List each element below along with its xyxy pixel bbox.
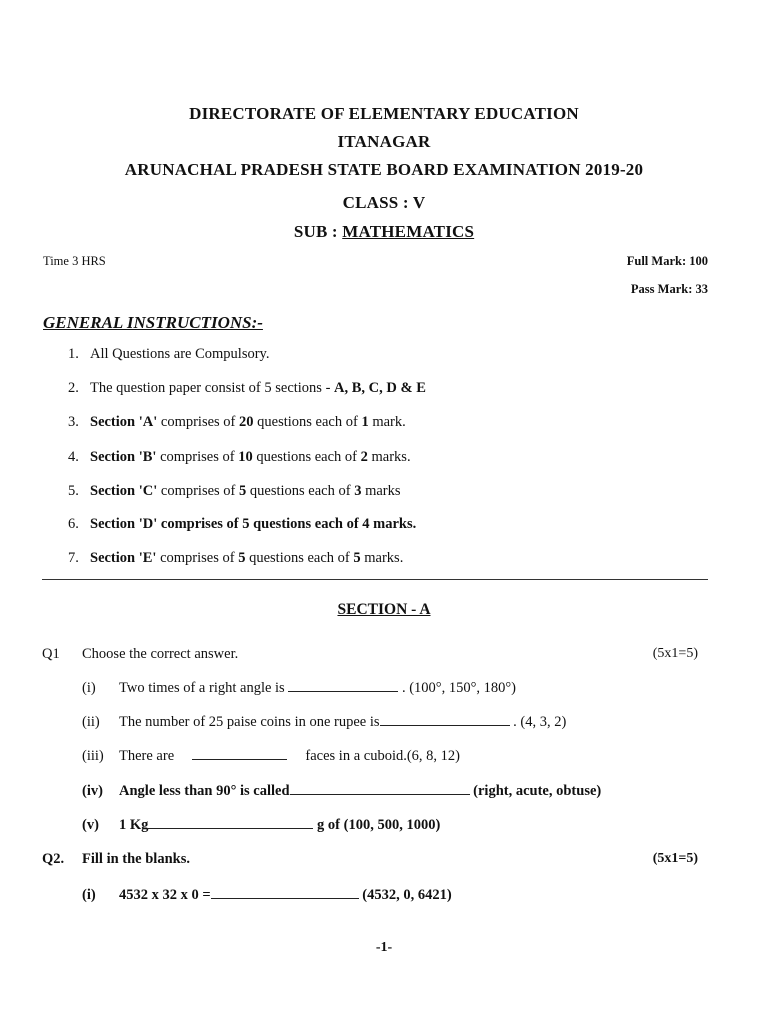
q1-item-ii: (ii) The number of 25 paise coins in one rupee is . (4, 3, 2) — [82, 714, 567, 730]
subject-prefix: SUB : — [293, 222, 343, 241]
instruction-item: 6. Section 'D' comprises of 5 questions each of 4 marks. — [68, 516, 417, 532]
instruction-item: 7. Section 'E' comprises of 5 questions each of 5 marks. — [68, 550, 404, 566]
exam-title: ARUNACHAL PRADESH STATE BOARD EXAMINATION 2019-20 — [124, 160, 644, 179]
full-mark-label: Full Mark: 100 — [626, 254, 708, 268]
page-number: -1- — [375, 940, 393, 955]
question-1-label: Q1 — [42, 646, 60, 662]
subject-name: MATHEMATICS — [342, 222, 475, 241]
answer-blank[interactable] — [148, 816, 313, 829]
answer-blank[interactable] — [380, 713, 510, 726]
question-2-text: Fill in the blanks. — [82, 851, 190, 867]
q1-item-i: (i) Two times of a right angle is . (100°, 150°, 180°) — [82, 680, 517, 696]
q1-item-v: (v) 1 Kg g of (100, 500, 1000) — [82, 817, 441, 833]
instruction-item: 4. Section 'B' comprises of 10 questions each of 2 marks. — [68, 449, 411, 465]
question-2-marks: (5x1=5) — [652, 851, 698, 866]
instruction-item: 3. Section 'A' comprises of 20 questions each of 1 mark. — [68, 414, 406, 430]
question-1-text: Choose the correct answer. — [82, 646, 239, 662]
pass-mark-label: Pass Mark: 33 — [630, 282, 708, 296]
divider-line — [42, 579, 708, 580]
time-label: Time 3 HRS — [43, 254, 106, 268]
answer-blank[interactable] — [290, 782, 470, 795]
class-line: CLASS : V — [342, 193, 426, 212]
subject-line — [0, 222, 768, 242]
answer-blank[interactable] — [192, 747, 287, 760]
question-2 — [42, 851, 190, 868]
answer-blank[interactable] — [211, 886, 359, 899]
instruction-item: 5. Section 'C' comprises of 5 questions each of 3 marks — [68, 483, 401, 499]
directorate-title: DIRECTORATE OF ELEMENTARY EDUCATION — [189, 104, 579, 123]
answer-blank[interactable] — [288, 679, 398, 692]
q2-item-i: (i) 4532 x 32 x 0 = (4532, 0, 6421) — [82, 887, 452, 903]
instruction-item: 2. The question paper consist of 5 sections - A, B, C, D & E — [68, 380, 426, 396]
question-1-marks: (5x1=5) — [652, 646, 698, 661]
question-2-label: Q2. — [42, 851, 65, 867]
question-1 — [42, 646, 238, 663]
instructions-title: GENERAL INSTRUCTIONS:- — [43, 313, 263, 332]
q1-item-iv: (iv) Angle less than 90° is called (right, acute, obtuse) — [82, 783, 602, 799]
q1-item-iii: (iii) There are faces in a cuboid.(6, 8, 12) — [82, 748, 461, 764]
city-title: ITANAGAR — [337, 132, 431, 151]
section-a-title: SECTION - A — [337, 601, 431, 618]
instruction-item: 1. All Questions are Compulsory. — [68, 346, 270, 362]
